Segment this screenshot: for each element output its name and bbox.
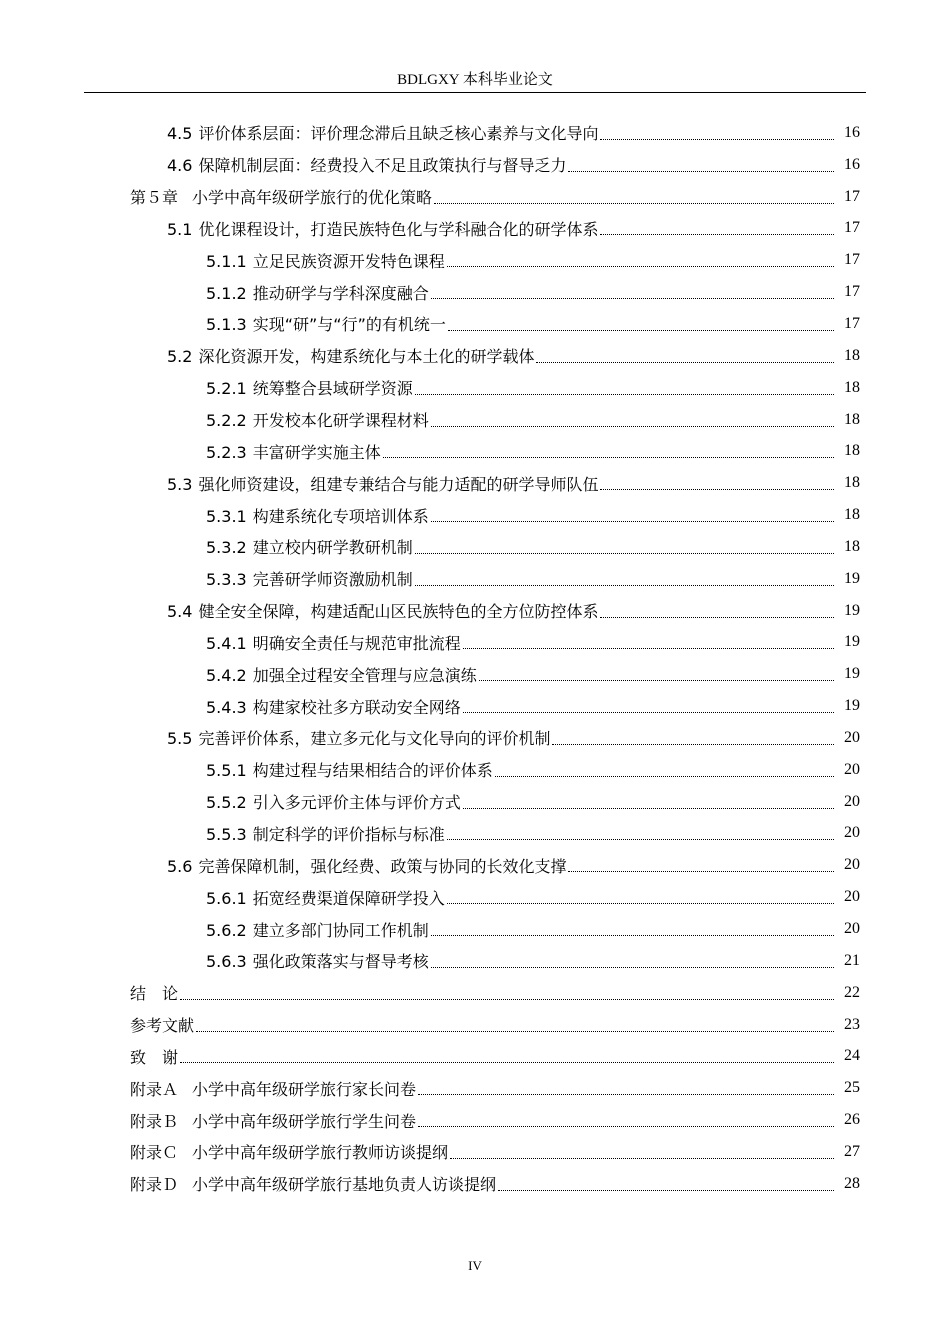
toc-entry[interactable]: [0, 595, 950, 627]
toc-entry[interactable]: [0, 404, 950, 436]
toc-entry-title: [167, 854, 566, 877]
toc-entry-title: [206, 281, 429, 304]
toc-entry-label: 统筹整合县域研学资源: [252, 379, 413, 399]
toc-page-number: 24: [844, 1047, 860, 1065]
toc-entry[interactable]: [0, 1040, 950, 1072]
toc-entry-label: 拓宽经费渠道保障研学投入: [252, 888, 445, 908]
toc-page-number: 21: [844, 951, 860, 969]
toc-entry-title: [206, 440, 381, 463]
toc-dot-leader: [495, 775, 834, 777]
toc-entry[interactable]: [0, 435, 950, 467]
toc-entry[interactable]: [0, 531, 950, 563]
toc-entry-number: 5.3.2: [206, 538, 247, 558]
table-of-contents: [0, 117, 950, 1200]
toc-page-number: 26: [844, 1111, 860, 1129]
toc-page-number: 18: [844, 346, 860, 364]
toc-entry-title: [206, 376, 413, 399]
toc-entry[interactable]: [0, 1104, 950, 1136]
toc-dot-leader: [552, 743, 834, 745]
toc-entry-number: 5.2: [167, 347, 193, 367]
toc-entry-label: 开发校本化研学课程材料: [252, 411, 429, 431]
toc-entry-label: 加强全过程安全管理与应急演练: [252, 665, 477, 685]
toc-dot-leader: [536, 361, 834, 363]
toc-entry-title: [130, 1013, 194, 1036]
toc-entry-title: [206, 504, 429, 527]
toc-entry[interactable]: [0, 818, 950, 850]
toc-entry-title: [167, 217, 598, 240]
toc-entry[interactable]: [0, 276, 950, 308]
toc-entry[interactable]: [0, 945, 950, 977]
toc-entry-title: [206, 663, 477, 686]
toc-page-number: 18: [844, 442, 860, 460]
toc-entry-label: 建立多部门协同工作机制: [252, 920, 429, 940]
toc-entry[interactable]: [0, 849, 950, 881]
toc-dot-leader: [180, 1061, 834, 1063]
toc-page-number: 16: [844, 155, 860, 173]
toc-entry-label: 完善保障机制，强化经费、政策与协同的长效化支撑: [198, 856, 567, 876]
toc-entry-title: [167, 153, 566, 176]
toc-entry[interactable]: [0, 117, 950, 149]
toc-entry-title: [167, 472, 598, 495]
toc-entry[interactable]: [0, 244, 950, 276]
toc-entry-label: 建立校内研学教研机制: [252, 538, 413, 558]
toc-entry-label: 丰富研学实施主体: [252, 442, 381, 462]
toc-entry-label: 健全安全保障，构建适配山区民族特色的全方位防控体系: [198, 602, 599, 622]
toc-entry-label: 强化师资建设，组建专兼结合与能力适配的研学导师队伍: [198, 474, 599, 494]
toc-entry-number: 5.3.1: [206, 506, 247, 526]
toc-dot-leader: [447, 838, 834, 840]
toc-entry-label: 小学中高年级研学旅行教师访谈提纲: [192, 1143, 449, 1163]
toc-entry[interactable]: [0, 754, 950, 786]
toc-page-number: 20: [844, 792, 860, 810]
toc-entry-label: 深化资源开发，构建系统化与本土化的研学载体: [198, 347, 535, 367]
toc-page-number: 18: [844, 537, 860, 555]
toc-page-number: 27: [844, 1142, 860, 1160]
toc-dot-leader: [415, 552, 834, 554]
toc-page-number: 18: [844, 378, 860, 396]
toc-entry-title: [167, 121, 598, 144]
toc-dot-leader: [498, 1189, 834, 1191]
toc-dot-leader: [196, 1030, 834, 1032]
toc-dot-leader: [418, 1125, 834, 1127]
toc-entry-title: [206, 758, 493, 781]
toc-entry-label: 构建系统化专项培训体系: [252, 506, 429, 526]
toc-page-number: 20: [844, 728, 860, 746]
toc-entry-title: [206, 312, 446, 335]
toc-entry-number: 5.5.3: [206, 824, 247, 844]
toc-entry-title: [206, 695, 461, 718]
toc-page-number: 18: [844, 506, 860, 524]
toc-dot-leader: [431, 520, 834, 522]
toc-entry-label: 小学中高年级研学旅行的优化策略: [192, 188, 433, 208]
toc-entry-title: [206, 918, 429, 941]
toc-entry[interactable]: [0, 786, 950, 818]
toc-page-number: 20: [844, 920, 860, 938]
toc-entry[interactable]: [0, 149, 950, 181]
toc-dot-leader: [431, 425, 834, 427]
toc-entry[interactable]: [0, 627, 950, 659]
toc-entry-title: [206, 408, 429, 431]
toc-entry-label: 构建家校社多方联动安全网络: [252, 697, 461, 717]
toc-entry-number: 5.2.3: [206, 442, 247, 462]
toc-entry-title: [167, 599, 598, 622]
toc-entry-number: 第５章: [130, 188, 179, 208]
toc-entry[interactable]: [0, 690, 950, 722]
toc-page-number: 28: [844, 1174, 860, 1192]
toc-dot-leader: [463, 711, 834, 713]
toc-entry-label: 明确安全责任与规范审批流程: [252, 633, 461, 653]
toc-entry-title: [206, 822, 445, 845]
toc-entry-number: 5.5.1: [206, 761, 247, 781]
toc-dot-leader: [180, 998, 834, 1000]
toc-entry-number: 5.4: [167, 602, 193, 622]
toc-entry[interactable]: [0, 1009, 950, 1041]
toc-dot-leader: [448, 329, 834, 331]
toc-entry[interactable]: [0, 467, 950, 499]
toc-dot-leader: [447, 902, 834, 904]
toc-entry-label: 实现“研”与“行”的有机统一: [252, 315, 446, 335]
toc-entry-number: 4.5: [167, 124, 193, 144]
toc-entry-title: [130, 185, 432, 208]
toc-page-number: 20: [844, 824, 860, 842]
toc-entry-label: 优化课程设计，打造民族特色化与学科融合化的研学体系: [198, 219, 599, 239]
toc-entry-title: [130, 1077, 416, 1100]
toc-entry-number: 5.1.3: [206, 315, 247, 335]
toc-dot-leader: [568, 170, 834, 172]
toc-entry-title: [206, 949, 429, 972]
toc-entry-title: [130, 1045, 178, 1068]
toc-entry-label: 构建过程与结果相结合的评价体系: [252, 761, 493, 781]
toc-entry-number: 5.4.2: [206, 665, 247, 685]
header-rule: [84, 92, 866, 93]
toc-page-number: 19: [844, 633, 860, 651]
toc-page-number: 19: [844, 665, 860, 683]
toc-page-number: 20: [844, 888, 860, 906]
toc-entry-number: 5.2.1: [206, 379, 247, 399]
toc-page-number: 22: [844, 983, 860, 1001]
toc-entry[interactable]: [0, 563, 950, 595]
toc-dot-leader: [383, 456, 834, 458]
toc-entry-label: 致 谢: [130, 1047, 179, 1067]
toc-dot-leader: [600, 233, 834, 235]
toc-entry[interactable]: [0, 1168, 950, 1200]
toc-entry[interactable]: [0, 372, 950, 404]
toc-dot-leader: [568, 870, 834, 872]
toc-page-number: 23: [844, 1015, 860, 1033]
toc-entry-title: [167, 344, 534, 367]
toc-dot-leader: [600, 138, 834, 140]
toc-entry-label: 小学中高年级研学旅行家长问卷: [192, 1079, 417, 1099]
toc-entry-number: 5.6.3: [206, 952, 247, 972]
toc-dot-leader: [479, 679, 834, 681]
toc-entry[interactable]: [0, 881, 950, 913]
toc-entry[interactable]: [0, 340, 950, 372]
toc-entry-number: 5.5.2: [206, 793, 247, 813]
toc-entry-label: 评价体系层面：评价理念滞后且缺乏核心素养与文化导向: [198, 124, 599, 144]
toc-page-number: 17: [844, 283, 860, 301]
toc-entry-number: 5.4.3: [206, 697, 247, 717]
toc-entry-title: [167, 726, 550, 749]
toc-entry-number: 5.3: [167, 474, 193, 494]
toc-page-number: 18: [844, 474, 860, 492]
toc-entry-number: 附录Ｄ: [130, 1175, 179, 1195]
toc-page-number: 17: [844, 187, 860, 205]
toc-entry[interactable]: [0, 499, 950, 531]
toc-dot-leader: [447, 265, 834, 267]
toc-page-number: 20: [844, 856, 860, 874]
toc-dot-leader: [431, 934, 834, 936]
toc-entry-number: 5.4.1: [206, 633, 247, 653]
toc-page-number: 25: [844, 1079, 860, 1097]
toc-dot-leader: [431, 966, 834, 968]
toc-entry-number: 附录Ｂ: [130, 1111, 179, 1131]
toc-page-number: 16: [844, 123, 860, 141]
toc-page-number: 19: [844, 697, 860, 715]
toc-entry-label: 保障机制层面：经费投入不足且政策执行与督导乏力: [198, 156, 567, 176]
toc-dot-leader: [600, 616, 834, 618]
toc-entry-label: 小学中高年级研学旅行基地负责人访谈提纲: [192, 1175, 497, 1195]
page-number: IV: [468, 1258, 482, 1273]
toc-entry-title: [206, 249, 445, 272]
toc-entry-number: 附录Ａ: [130, 1079, 179, 1099]
toc-page-number: 19: [844, 601, 860, 619]
toc-entry-number: 5.1.2: [206, 283, 247, 303]
toc-entry-title: [130, 981, 178, 1004]
toc-dot-leader: [463, 647, 834, 649]
toc-entry-title: [206, 631, 461, 654]
toc-page-number: 19: [844, 569, 860, 587]
toc-entry-label: 完善研学师资激励机制: [252, 570, 413, 590]
toc-entry-number: 5.3.3: [206, 570, 247, 590]
toc-entry-label: 完善评价体系，建立多元化与文化导向的评价机制: [198, 729, 551, 749]
toc-entry[interactable]: [0, 913, 950, 945]
toc-entry-label: 结 论: [130, 984, 179, 1004]
toc-entry-label: 参考文献: [130, 1016, 195, 1036]
toc-entry-label: 强化政策落实与督导考核: [252, 952, 429, 972]
toc-dot-leader: [431, 297, 834, 299]
toc-entry-number: 5.6: [167, 856, 193, 876]
toc-entry[interactable]: [0, 181, 950, 213]
running-header: BDLGXY 本科毕业论文: [397, 72, 553, 88]
toc-entry-label: 制定科学的评价指标与标准: [252, 824, 445, 844]
toc-page-number: 20: [844, 760, 860, 778]
toc-dot-leader: [415, 584, 834, 586]
toc-entry-title: [206, 567, 413, 590]
toc-entry-label: 立足民族资源开发特色课程: [252, 251, 445, 271]
toc-page-number: 17: [844, 251, 860, 269]
toc-entry-title: [130, 1140, 448, 1163]
toc-entry-title: [206, 535, 413, 558]
toc-entry-number: 5.6.1: [206, 888, 247, 908]
toc-dot-leader: [600, 488, 834, 490]
toc-entry-title: [206, 886, 445, 909]
toc-entry-number: 5.5: [167, 729, 193, 749]
toc-dot-leader: [463, 807, 834, 809]
toc-entry[interactable]: [0, 658, 950, 690]
toc-entry[interactable]: [0, 213, 950, 245]
toc-entry[interactable]: [0, 722, 950, 754]
toc-entry-number: 5.2.2: [206, 411, 247, 431]
toc-dot-leader: [434, 202, 834, 204]
toc-dot-leader: [450, 1157, 834, 1159]
toc-page-number: 17: [844, 219, 860, 237]
toc-entry-label: 推动研学与学科深度融合: [252, 283, 429, 303]
toc-entry-title: [206, 790, 461, 813]
toc-entry-label: 引入多元评价主体与评价方式: [252, 793, 461, 813]
toc-entry-number: 4.6: [167, 156, 193, 176]
toc-entry-title: [130, 1109, 416, 1132]
toc-dot-leader: [415, 393, 834, 395]
toc-page-number: 17: [844, 314, 860, 332]
toc-entry[interactable]: [0, 1072, 950, 1104]
toc-entry-number: 5.1: [167, 219, 193, 239]
toc-entry-number: 附录Ｃ: [130, 1143, 179, 1163]
toc-entry-number: 5.1.1: [206, 251, 247, 271]
toc-entry[interactable]: [0, 308, 950, 340]
toc-entry-number: 5.6.2: [206, 920, 247, 940]
toc-page-number: 18: [844, 410, 860, 428]
toc-entry[interactable]: [0, 977, 950, 1009]
toc-entry-title: [130, 1172, 496, 1195]
toc-dot-leader: [418, 1093, 834, 1095]
toc-entry[interactable]: [0, 1136, 950, 1168]
toc-entry-label: 小学中高年级研学旅行学生问卷: [192, 1111, 417, 1131]
